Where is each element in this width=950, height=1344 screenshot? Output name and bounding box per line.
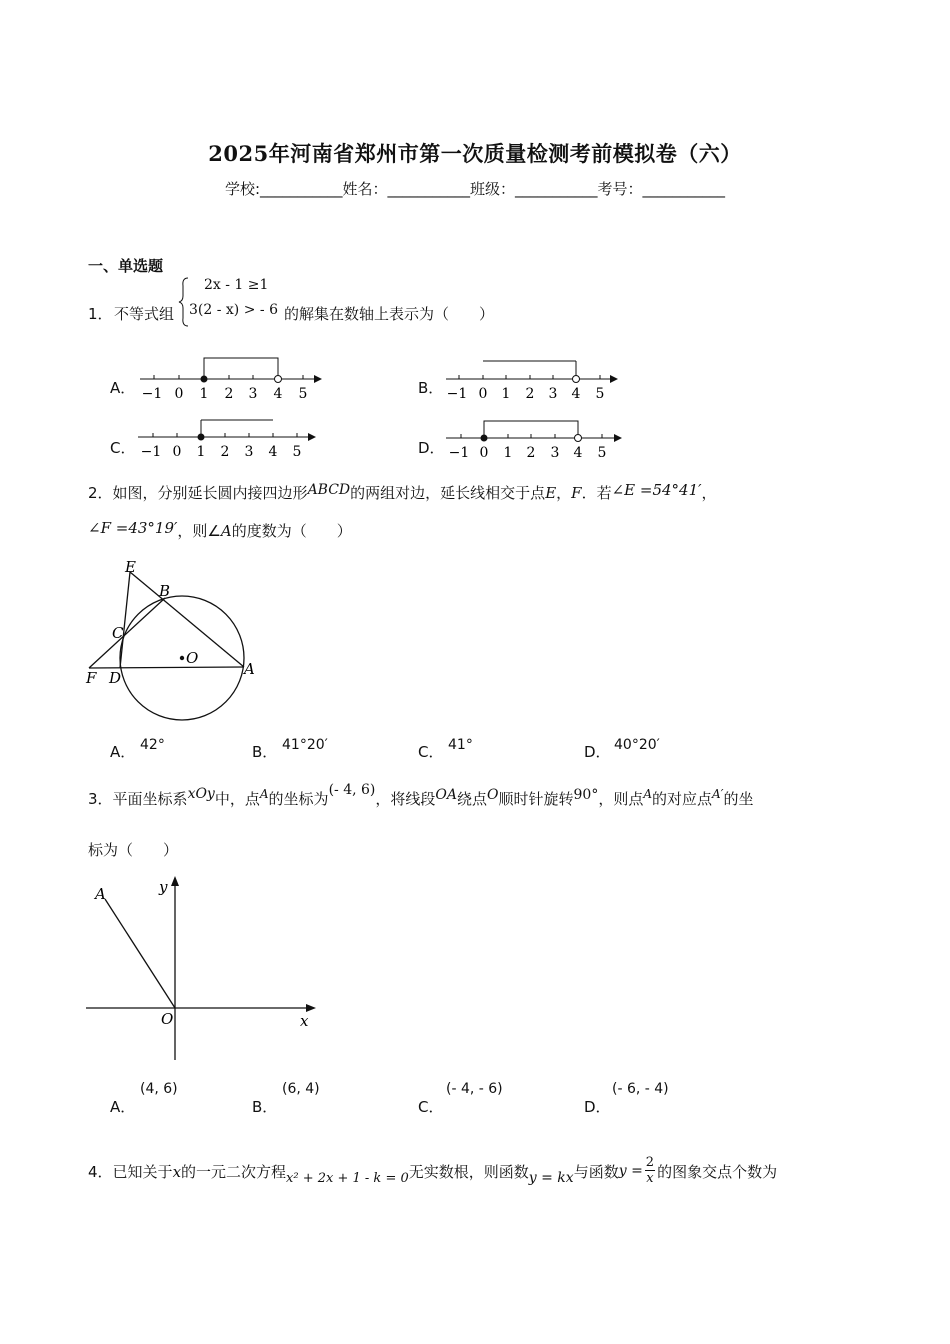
q2-option-d-label[interactable]: D． [584,743,611,761]
tick-label: 5 [298,386,308,402]
q2-circle-figure [80,555,270,730]
tick-label: 1 [199,386,209,402]
q1-inequality-2: 3(2 - x) > - 6 [189,302,278,318]
q3-line-1: 3．平面坐标系xOy中，点$^A$的坐标为(- 4, 6)，将线段OA绕点O顺时针旋转90°，则点$^A$的对应点$^{A'}$的坐 [88,782,754,808]
q2-option-b-label[interactable]: B． [252,743,278,761]
q3-option-b-label[interactable]: B． [252,1098,278,1116]
q1-option-c-label[interactable]: C． [110,439,136,457]
q1-option-d-label[interactable]: D． [418,439,445,457]
student-info-line: 学校:___________姓名：___________班级：___________考号：___________ [224,180,726,198]
q3-option-b-value[interactable]: (6, 4) [282,1081,320,1097]
page-title: 2025年河南省郑州市第一次质量检测考前模拟卷（六） [208,141,742,166]
q2-line-2: ∠F =43°19′，则∠A的度数为（ ） [88,519,352,540]
q1-option-a-label[interactable]: A． [110,379,136,397]
q1-lead: 不等式组 [114,305,175,323]
q3-number: 3． [88,790,113,808]
q1-option-b-label[interactable]: B． [418,379,444,397]
q3-option-c-value[interactable]: (- 4, - 6) [446,1081,503,1097]
q2-option-c-label[interactable]: C． [418,743,444,761]
label-x: x [300,1012,309,1030]
label-d: D [109,669,122,687]
tick-label: 5 [292,444,302,460]
section-title: 一、单选题 [88,257,164,275]
q2-option-c-value[interactable]: 41° [448,737,473,753]
tick-label: 3 [244,444,254,460]
label-o: O [186,649,199,667]
q2-line-1: 2．如图，分别延长圆内接四边形ABCD的两组对边，延长线相交于点E，F．若∠E =54°41′， [88,481,717,502]
tick-label: 1 [503,445,513,461]
tick-label: 1 [196,444,206,460]
tick-label: 0 [478,386,488,402]
tick-label: 2 [224,386,234,402]
label-a: A [95,885,106,903]
q3-option-c-label[interactable]: C． [418,1098,444,1116]
tick-label: 0 [479,445,489,461]
tick-label: 4 [571,386,581,402]
tick-label: 2 [220,444,230,460]
q1-option-b-number-line[interactable] [444,352,644,404]
q1-tail: 的解集在数轴上表示为（ ） [284,305,495,323]
label-b: B [159,582,171,600]
tick-label: 3 [248,386,258,402]
q1-option-a-number-line[interactable] [136,352,336,404]
q3-option-a-value[interactable]: (4, 6) [140,1081,178,1097]
label-e: E [125,558,136,576]
label-a: A [244,660,255,678]
q2-option-a-value[interactable]: 42° [140,737,165,753]
q1-number: 1． [88,305,113,323]
label-c: C [112,624,124,642]
tick-label: 4 [573,445,583,461]
tick-label: −1 [140,444,162,460]
tick-label: 3 [548,386,558,402]
tick-label: 2 [525,386,535,402]
q3-option-d-label[interactable]: D． [584,1098,611,1116]
q1-option-c-number-line[interactable] [136,412,336,464]
label-o: O [161,1010,174,1028]
q1-inequality-1: 2x - 1 ≥1 [204,277,269,293]
tick-label: 3 [550,445,560,461]
tick-label: 1 [501,386,511,402]
tick-label: 4 [268,444,278,460]
label-y: y [159,878,168,896]
tick-label: 0 [174,386,184,402]
q4-fraction: $\frac{2}{x}$ [645,1155,655,1186]
tick-label: 4 [273,386,283,402]
tick-label: 5 [595,386,605,402]
q3-coordinate-figure [80,872,325,1067]
q4-line-1: 4．已知关于x的一元二次方程x² + 2x + 1 - k = 0无实数根，则函数y = kx与函数y = $\frac{2}{x}$ 的图象交点个数为 [88,1155,778,1186]
q4-number: 4． [88,1163,113,1181]
q2-option-b-value[interactable]: 41°20′ [282,737,328,753]
q3-option-a-label[interactable]: A． [110,1098,136,1116]
q1-option-d-number-line[interactable] [444,412,644,464]
tick-label: −1 [141,386,163,402]
q3-option-d-value[interactable]: (- 6, - 4) [612,1081,669,1097]
tick-label: 5 [597,445,607,461]
q2-option-a-label[interactable]: A． [110,743,136,761]
tick-label: −1 [446,386,468,402]
tick-label: −1 [448,445,470,461]
q3-line-2: 标为（ ） [88,841,179,859]
tick-label: 0 [172,444,182,460]
q2-option-d-value[interactable]: 40°20′ [614,737,660,753]
q2-number: 2． [88,484,113,502]
tick-label: 2 [526,445,536,461]
label-f: F [86,669,97,687]
